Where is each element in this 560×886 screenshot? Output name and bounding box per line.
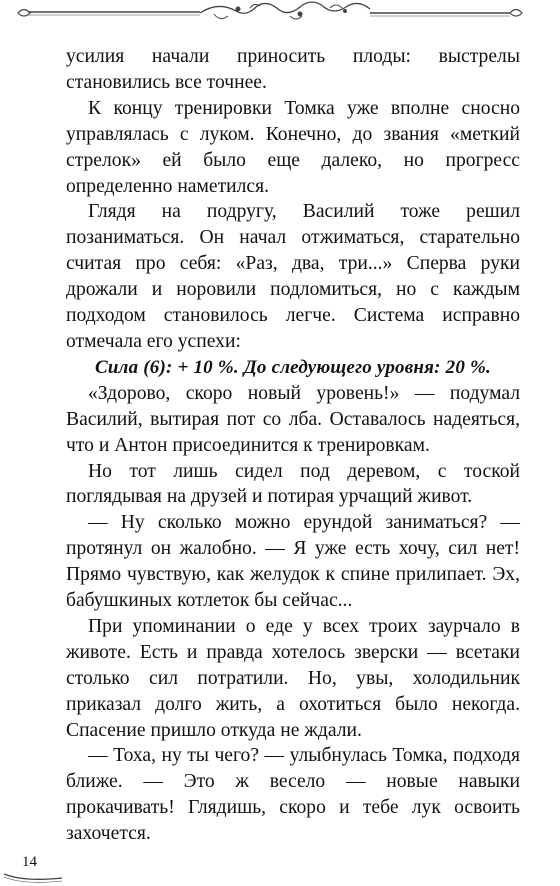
paragraph: К концу тренировки Томка уже вполне сносно управлялась с луком. Конечно, до звания «меткий стрелок» ей было еще далеко, но прогресс определенно наметился. bbox=[66, 97, 520, 197]
top-ornament-icon bbox=[0, 0, 560, 26]
bottom-ornament-icon bbox=[0, 866, 70, 886]
system-stat-message: Сила (6): + 10 %. До следующего уровня: 20 %. bbox=[95, 356, 491, 378]
paragraph: «Здорово, скоро новый уровень!» — подумал Василий, вытирая пот со лба. Оставалось надеяться, что и Антон присоединится к тренировкам. bbox=[66, 382, 520, 456]
paragraph: — Ну сколько можно ерундой заниматься? — протянул он жалобно. — Я уже есть хочу, сил нет! Прямо чувствую, как желудок к спине прилипает. Эх, бабушкиных котлеток бы сейчас... bbox=[66, 512, 520, 612]
paragraph: Но тот лишь сидел под деревом, с тоской поглядывая на друзей и потирая урчащий живот. bbox=[66, 460, 520, 508]
paragraph: Глядя на подругу, Василий тоже решил позаниматься. Он начал отжиматься, старательно считая про себя: «Раз, два, три...» Сперва руки дрожали и норовили подломиться, но с каждым подходом становилось легче. Система исправно отмечала его успехи: bbox=[66, 201, 520, 352]
paragraph: — Тоха, ну ты чего? — улыбнулась Томка, подходя ближе. — Это ж весело — новые навыки прокачивать! Глядишь, скоро и тебе лук освоить захочется. bbox=[66, 745, 520, 845]
paragraph: усилия начали приносить плоды: выстрелы становились все точнее. bbox=[66, 46, 520, 93]
paragraph: При упоминании о еде у всех троих заурчало в животе. Есть и правда хотелось зверски — всетаки столько сил потратили. Но, увы, холодильник приказал долго жить, а охотиться было некогда. Спасение пришло откуда не ждали. bbox=[66, 615, 520, 741]
page-number: 14 bbox=[22, 854, 37, 870]
page-body bbox=[66, 44, 520, 847]
